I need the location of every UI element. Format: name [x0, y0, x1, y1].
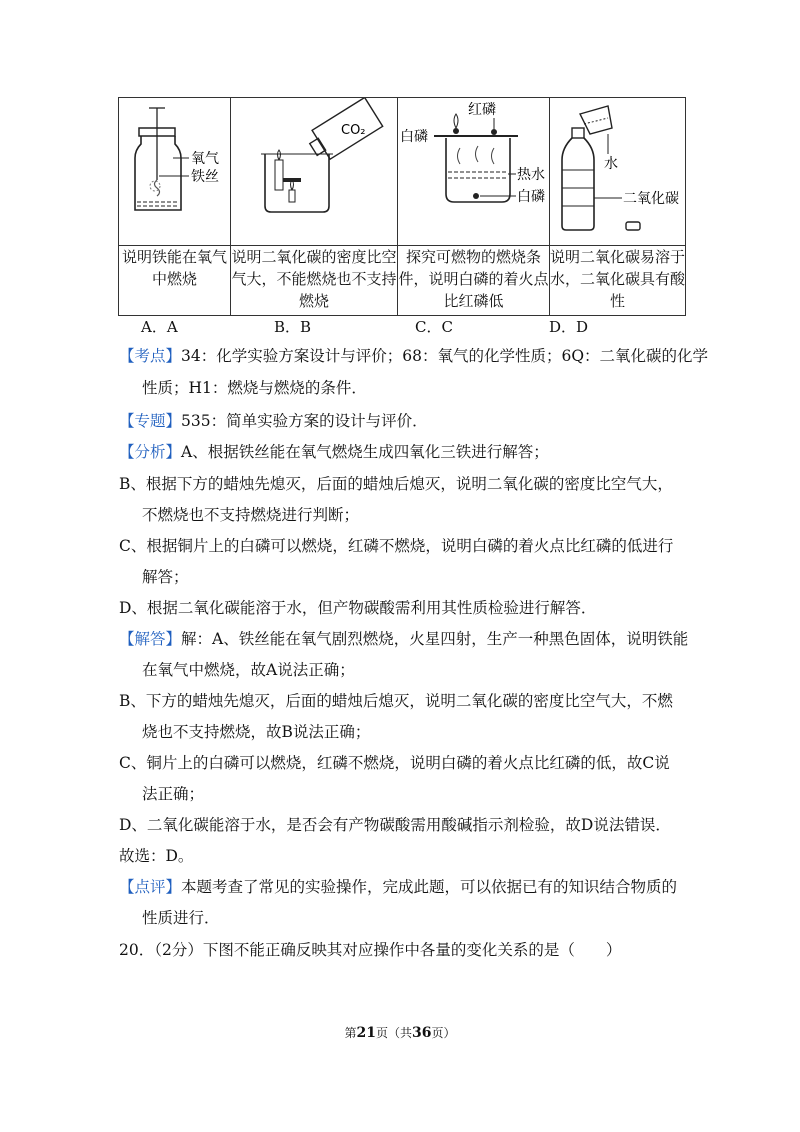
fenxi-tag: 【分析】: [119, 443, 182, 461]
label-red-phosphorus: 红磷: [468, 102, 496, 118]
experiment-table: [118, 97, 686, 316]
fenxi-line-b1: B、根据下方的蜡烛先熄灭，后面的蜡烛后熄灭，说明二氧化碳的密度比空气大，: [119, 475, 673, 493]
jieda-line-a1: 【解答】解：A、铁丝能在氧气剧烈燃烧，火星四射，生产一种黑色固体，说明铁能: [119, 630, 689, 648]
fenxi-line-d: D、根据二氧化碳能溶于水，但产物碳酸需利用其性质检验进行解答．: [119, 599, 597, 617]
dianping-tag: 【点评】: [119, 878, 182, 896]
option-a: A．A: [141, 318, 178, 336]
caption-c: 探究可燃物的燃烧条件，说明白磷的着火点比红磷低: [398, 246, 550, 316]
label-oxygen: 氧气: [191, 151, 219, 167]
fenxi-line-b2: 不燃烧也不支持燃烧进行判断；: [142, 506, 360, 524]
label-iron-wire: 铁丝: [191, 169, 219, 185]
figure-b: [231, 98, 398, 246]
dianping-line1: 【点评】本题考查了常见的实验操作，完成此题，可以依据已有的知识结合物质的: [119, 878, 678, 896]
caption-b: 说明二氧化碳的密度比空气大，不能燃烧也不支持燃烧: [231, 246, 398, 316]
figure-a: [119, 98, 231, 246]
caption-d: 说明二氧化碳易溶于水，二氧化碳具有酸性: [550, 246, 686, 316]
label-co2: CO₂: [341, 123, 366, 138]
label-white-phosphorus-bottom: 白磷: [517, 189, 545, 205]
label-white-phosphorus-top: 白磷: [400, 129, 428, 145]
fenxi-line-c2: 解答；: [142, 568, 189, 586]
jieda-line-a2: 在氧气中燃烧，故A说法正确；: [142, 661, 355, 679]
option-d: D．D: [549, 318, 589, 336]
jieda-tag: 【解答】: [119, 630, 182, 648]
caption-a: 说明铁能在氧气中燃烧: [119, 246, 231, 316]
fenxi-line-a: 【分析】A、根据铁丝能在氧气燃烧生成四氧化三铁进行解答；: [119, 443, 549, 461]
jieda-choice: 故选：D。: [119, 847, 194, 865]
kaodian-line2: 性质；H1：燃烧与燃烧的条件．: [142, 379, 367, 397]
jieda-line-c2: 法正确；: [142, 785, 205, 803]
page-total: 36: [412, 1025, 432, 1041]
kaodian-line1: 【考点】34：化学实验方案设计与评价；68：氧气的化学性质；6Q：二氧化碳的化学: [119, 347, 709, 365]
label-co2-gas: 二氧化碳: [623, 191, 679, 207]
phosphorus-combustion-figure: [398, 98, 549, 241]
figure-c: [398, 98, 550, 246]
zhuanti-tag: 【专题】: [119, 412, 182, 430]
iron-wire-oxygen-figure: [119, 98, 230, 241]
jieda-line-b2: 烧也不支持燃烧，故B说法正确；: [142, 723, 371, 741]
label-hot-water: 热水: [517, 167, 545, 183]
kaodian-tag: 【考点】: [119, 347, 182, 365]
jieda-line-d: D、二氧化碳能溶于水，是否会有产物碳酸需用酸碱指示剂检验，故D说法错误．: [119, 816, 671, 834]
option-b: B．B: [274, 318, 312, 336]
zhuanti-line: 【专题】535：简单实验方案的设计与评价．: [119, 412, 428, 430]
jieda-line-c1: C、铜片上的白磷可以燃烧，红磷不燃烧，说明白磷的着火点比红磷的低，故C说: [119, 754, 670, 772]
question-20: 20．（2分）下图不能正确反映其对应操作中各量的变化关系的是（ ）: [119, 941, 622, 959]
co2-bottle-figure: [550, 98, 685, 241]
jieda-line-b1: B、下方的蜡烛先熄灭，后面的蜡烛后熄灭，说明二氧化碳的密度比空气大，不燃: [119, 692, 673, 710]
fenxi-line-c1: C、根据铜片上的白磷可以燃烧，红磷不燃烧，说明白磷的着火点比红磷的低进行: [119, 537, 674, 555]
page-footer: 第21页（共36页）: [344, 1025, 456, 1041]
option-c: C．C: [415, 318, 453, 336]
dianping-line2: 性质进行．: [142, 909, 220, 927]
co2-candles-figure: [231, 98, 397, 241]
label-water: 水: [604, 156, 618, 172]
figure-d: [550, 98, 686, 246]
page-number: 21: [356, 1025, 376, 1041]
